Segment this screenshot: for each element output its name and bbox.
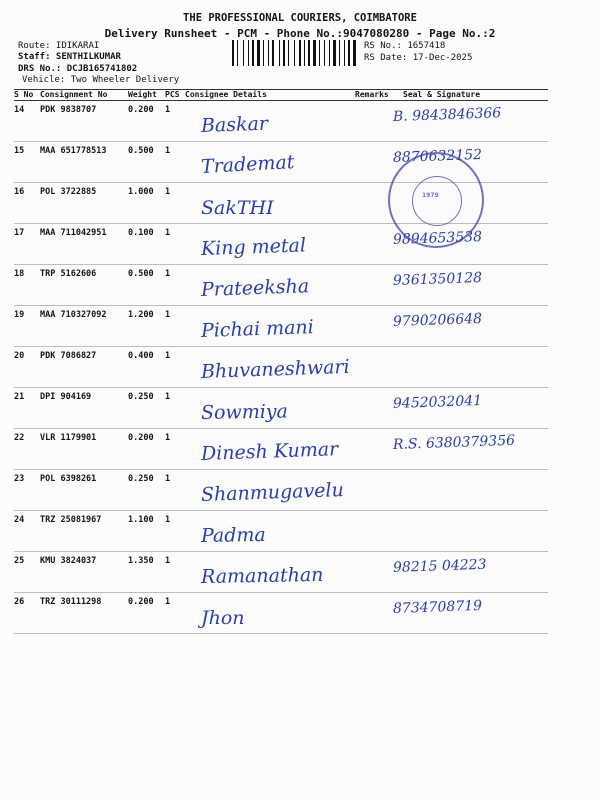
company-title: THE PROFESSIONAL COURIERS, COIMBATORE: [183, 12, 417, 24]
barcode-bar: [257, 40, 260, 66]
barcode-bar: [337, 40, 338, 66]
barcode-bar: [290, 40, 293, 66]
barcode-bar: [235, 40, 236, 66]
cell-weight: 1.200: [128, 306, 165, 347]
barcode-bar: [317, 40, 318, 66]
cell-signature: [383, 511, 548, 552]
consignee-handwriting: SakTHI: [201, 197, 274, 219]
barcode-bar: [333, 40, 336, 66]
barcode-bar: [339, 40, 340, 66]
cell-pcs: 1: [165, 470, 185, 511]
cell-remarks: [355, 511, 383, 552]
cell-pcs: 1: [165, 224, 185, 265]
vehicle-label: Vehicle: Two Wheeler Delivery: [22, 75, 180, 85]
cell-consignee: [185, 183, 355, 224]
cell-sno: 18: [14, 265, 40, 306]
cell-consignment: POL 3722885: [40, 183, 128, 224]
col-consignee: Consignee Details: [185, 90, 355, 101]
cell-pcs: 1: [165, 511, 185, 552]
table-row: [14, 593, 548, 634]
cell-remarks: [355, 142, 383, 183]
cell-consignee: [185, 552, 355, 593]
cell-pcs: 1: [165, 552, 185, 593]
barcode: [232, 40, 360, 66]
barcode-bar: [283, 40, 285, 66]
cell-consignment: KMU 3824037: [40, 552, 128, 593]
barcode-bar: [346, 40, 347, 66]
cell-sno: 14: [14, 101, 40, 142]
table-row: [14, 470, 548, 511]
table-row: [14, 552, 548, 593]
signature-handwriting: B. 9843846366: [392, 105, 502, 125]
signature-handwriting: R.S. 6380379356: [392, 432, 516, 453]
cell-consignment: MAA 710327092: [40, 306, 128, 347]
consignee-handwriting: Jhon: [201, 607, 245, 629]
barcode-bar: [294, 40, 295, 66]
cell-sno: 22: [14, 429, 40, 470]
col-weight: Weight: [128, 90, 165, 101]
barcode-bar: [265, 40, 267, 66]
cell-consignment: TRP 5162606: [40, 265, 128, 306]
signature-handwriting: 8734708719: [392, 597, 483, 617]
barcode-bar: [272, 40, 274, 66]
cell-consignment: PDK 9838707: [40, 101, 128, 142]
cell-consignee: [185, 142, 355, 183]
rs-number: RS No.: 1657418: [364, 41, 446, 51]
col-sno: S No: [14, 90, 40, 101]
barcode-bar: [321, 40, 323, 66]
barcode-bar: [324, 40, 325, 66]
cell-pcs: 1: [165, 183, 185, 224]
table-row: [14, 265, 548, 306]
cell-sno: 17: [14, 224, 40, 265]
barcode-bar: [239, 40, 242, 66]
barcode-bar: [348, 40, 350, 66]
barcode-bar: [311, 40, 312, 66]
cell-consignee: [185, 429, 355, 470]
barcode-bar: [275, 40, 278, 66]
cell-pcs: 1: [165, 429, 185, 470]
cell-signature: [383, 593, 548, 634]
table-row: [14, 306, 548, 347]
barcode-bar: [296, 40, 298, 66]
barcode-bar: [299, 40, 301, 66]
table-header-row: [14, 90, 548, 101]
barcode-bar: [237, 40, 238, 66]
signature-handwriting: 98215 04223: [392, 556, 487, 576]
barcode-bar: [286, 40, 287, 66]
cell-sno: 21: [14, 388, 40, 429]
barcode-bar: [331, 40, 332, 66]
cell-pcs: 1: [165, 347, 185, 388]
col-consignment: Consignment No: [40, 90, 128, 101]
cell-consignment: PDK 7086827: [40, 347, 128, 388]
cell-consignee: [185, 593, 355, 634]
staff-label: Staff: SENTHILKUMAR: [18, 52, 121, 62]
consignee-handwriting: King metal: [200, 234, 307, 260]
cell-weight: 0.200: [128, 429, 165, 470]
cell-consignee: [185, 306, 355, 347]
cell-consignee: [185, 511, 355, 552]
table-row: [14, 388, 548, 429]
cell-consignment: VLR 1179901: [40, 429, 128, 470]
company-seal: [388, 152, 484, 248]
barcode-bar: [281, 40, 282, 66]
barcode-bar: [357, 40, 358, 66]
cell-weight: 0.100: [128, 224, 165, 265]
consignee-handwriting: Baskar: [200, 112, 269, 137]
barcode-bar: [319, 40, 320, 66]
cell-pcs: 1: [165, 388, 185, 429]
cell-consignee: [185, 388, 355, 429]
cell-remarks: [355, 183, 383, 224]
cell-consignment: MAA 711042951: [40, 224, 128, 265]
cell-sno: 24: [14, 511, 40, 552]
cell-remarks: [355, 470, 383, 511]
consignee-handwriting: Padma: [200, 523, 266, 547]
cell-sno: 19: [14, 306, 40, 347]
barcode-bar: [261, 40, 262, 66]
cell-consignee: [185, 265, 355, 306]
cell-sno: 20: [14, 347, 40, 388]
consignee-handwriting: Dinesh Kumar: [200, 438, 339, 465]
seal-year: 1979: [422, 192, 439, 199]
cell-consignee: [185, 101, 355, 142]
consignee-handwriting: Pichai mani: [200, 316, 315, 342]
cell-consignment: DPI 904169: [40, 388, 128, 429]
consignee-handwriting: Trademat: [200, 151, 295, 178]
barcode-bar: [255, 40, 256, 66]
cell-sno: 26: [14, 593, 40, 634]
barcode-bar: [351, 40, 352, 66]
cell-pcs: 1: [165, 306, 185, 347]
barcode-bar: [279, 40, 280, 66]
rs-date: RS Date: 17-Dec-2025: [364, 53, 473, 63]
cell-pcs: 1: [165, 593, 185, 634]
cell-signature: [383, 347, 548, 388]
cell-weight: 0.200: [128, 593, 165, 634]
cell-signature: [383, 101, 548, 142]
barcode-bar: [306, 40, 307, 66]
route-label: Route: IDIKARAI: [18, 41, 100, 51]
cell-consignment: POL 6398261: [40, 470, 128, 511]
barcode-bar: [243, 40, 244, 66]
cell-signature: [383, 388, 548, 429]
barcode-bar: [248, 40, 249, 66]
cell-remarks: [355, 347, 383, 388]
cell-weight: 0.500: [128, 142, 165, 183]
cell-consignment: TRZ 30111298: [40, 593, 128, 634]
consignee-handwriting: Ramanathan: [200, 563, 324, 588]
cell-remarks: [355, 265, 383, 306]
cell-remarks: [355, 306, 383, 347]
signature-handwriting: 9361350128: [392, 269, 483, 289]
barcode-bar: [329, 40, 330, 66]
consignee-handwriting: Sowmiya: [200, 400, 289, 424]
signature-handwriting: 9894653538: [392, 228, 483, 248]
col-pcs: PCS: [165, 90, 185, 101]
cell-remarks: [355, 552, 383, 593]
cell-weight: 0.500: [128, 265, 165, 306]
cell-weight: 1.000: [128, 183, 165, 224]
cell-sno: 15: [14, 142, 40, 183]
cell-weight: 0.250: [128, 388, 165, 429]
cell-consignee: [185, 224, 355, 265]
signature-handwriting: 9790206648: [392, 310, 483, 330]
cell-signature: [383, 552, 548, 593]
consignee-handwriting: Bhuvaneshwari: [200, 355, 351, 383]
table-row: [14, 347, 548, 388]
cell-weight: 0.200: [128, 101, 165, 142]
barcode-bar: [263, 40, 264, 66]
barcode-bar: [232, 40, 234, 66]
runsheet-subtitle: Delivery Runsheet - PCM - Phone No.:9047080280 - Page No.:2: [104, 27, 496, 40]
col-signature: Seal & Signature: [383, 90, 548, 101]
cell-remarks: [355, 429, 383, 470]
barcode-bar: [326, 40, 328, 66]
barcode-bar: [313, 40, 316, 66]
barcode-bar: [252, 40, 254, 66]
cell-pcs: 1: [165, 101, 185, 142]
signature-handwriting: 8870632152: [392, 146, 483, 166]
barcode-bar: [302, 40, 303, 66]
cell-remarks: [355, 388, 383, 429]
cell-signature: [383, 429, 548, 470]
barcode-bar: [270, 40, 271, 66]
cell-signature: [383, 306, 548, 347]
cell-consignment: MAA 651778513: [40, 142, 128, 183]
cell-sno: 23: [14, 470, 40, 511]
barcode-bar: [344, 40, 345, 66]
cell-weight: 1.350: [128, 552, 165, 593]
cell-signature: [383, 470, 548, 511]
cell-consignee: [185, 470, 355, 511]
cell-pcs: 1: [165, 142, 185, 183]
cell-weight: 0.250: [128, 470, 165, 511]
barcode-bar: [304, 40, 305, 66]
barcode-bar: [250, 40, 251, 66]
cell-signature: [383, 265, 548, 306]
barcode-bar: [353, 40, 356, 66]
table-row: [14, 101, 548, 142]
cell-pcs: 1: [165, 265, 185, 306]
cell-consignee: [185, 347, 355, 388]
cell-remarks: [355, 593, 383, 634]
barcode-bar: [288, 40, 289, 66]
barcode-bar: [245, 40, 247, 66]
table-row: [14, 429, 548, 470]
cell-sno: 25: [14, 552, 40, 593]
consignee-handwriting: Prateeksha: [200, 275, 310, 301]
barcode-bar: [341, 40, 343, 66]
table-row: [14, 511, 548, 552]
cell-weight: 0.400: [128, 347, 165, 388]
signature-handwriting: 9452032041: [392, 392, 483, 412]
cell-remarks: [355, 224, 383, 265]
cell-sno: 16: [14, 183, 40, 224]
cell-consignment: TRZ 25081967: [40, 511, 128, 552]
consignee-handwriting: Shanmugavelu: [200, 479, 345, 506]
drs-label: DRS No.: DCJB165741802: [18, 64, 138, 74]
barcode-bar: [308, 40, 310, 66]
cell-remarks: [355, 101, 383, 142]
cell-weight: 1.100: [128, 511, 165, 552]
barcode-bar: [268, 40, 269, 66]
col-remarks: Remarks: [355, 90, 389, 99]
